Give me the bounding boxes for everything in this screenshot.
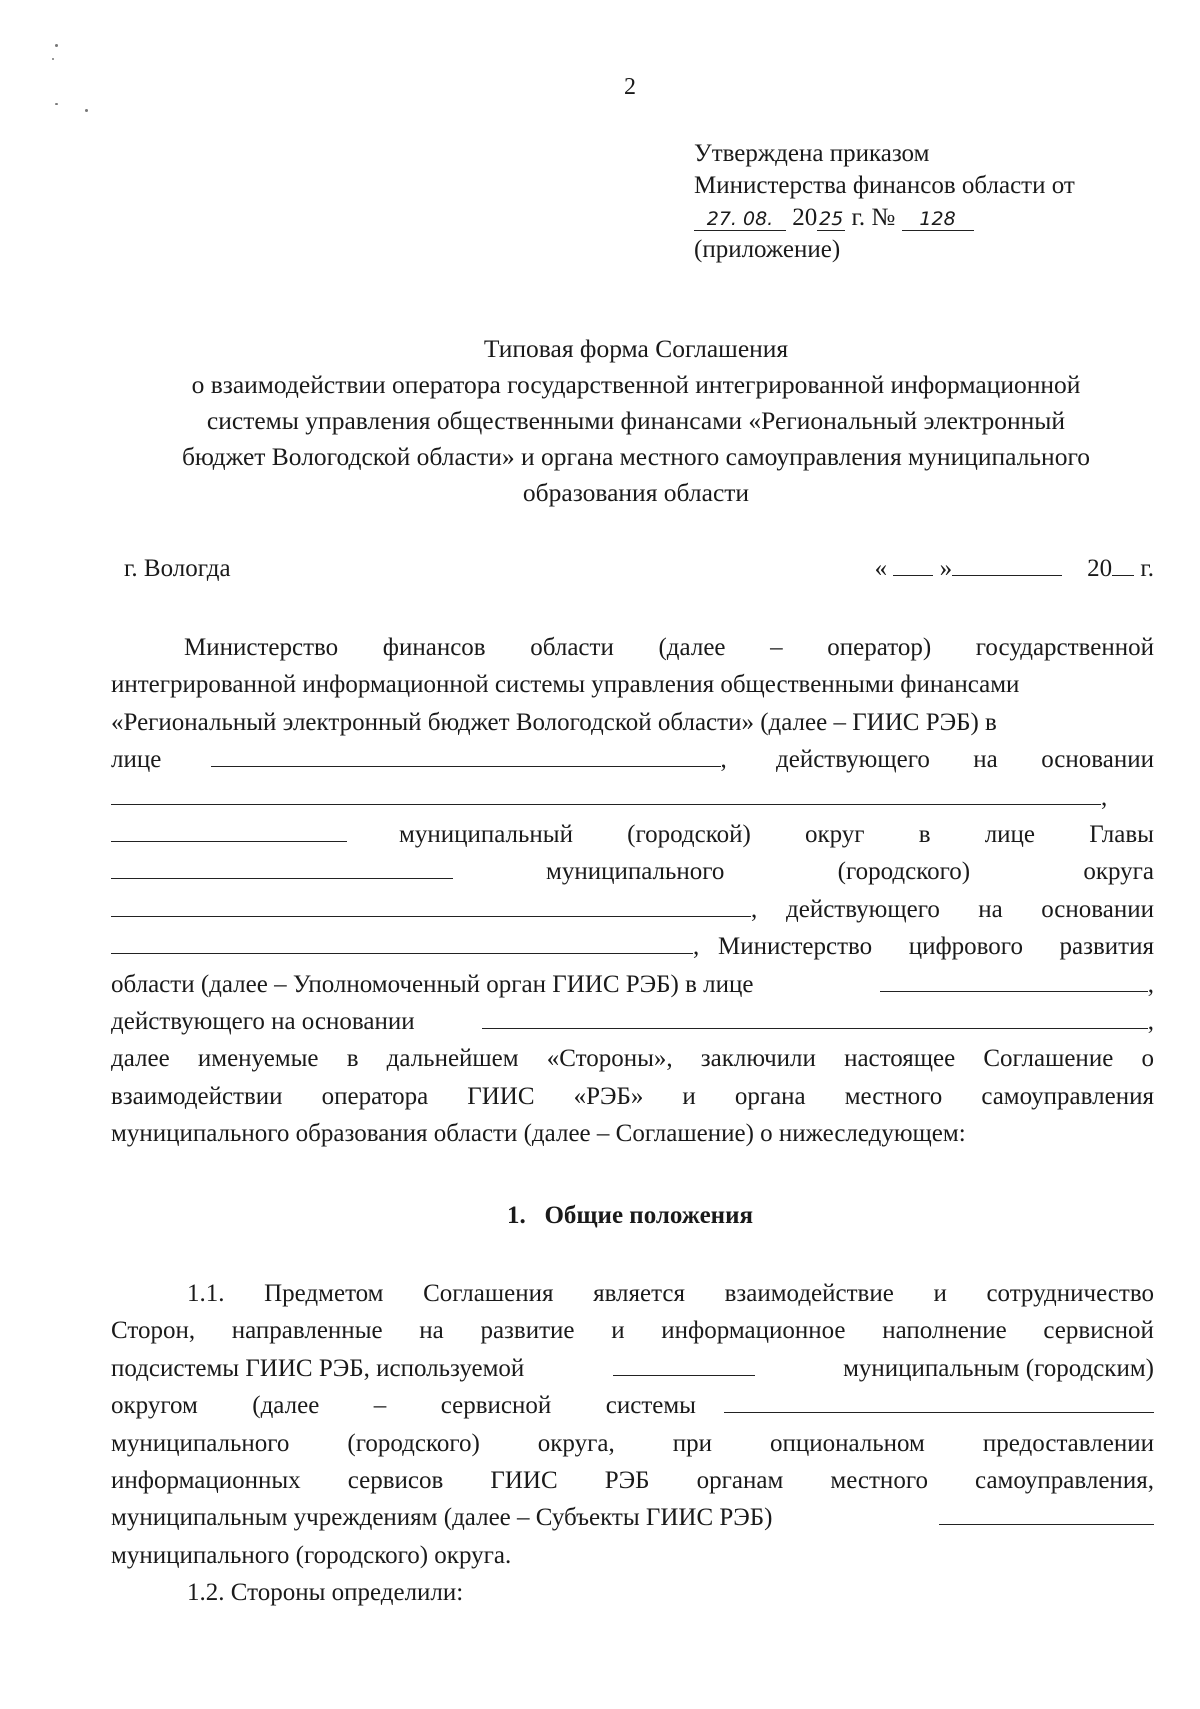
- word: округом: [111, 1392, 198, 1420]
- word: действующего: [786, 895, 940, 923]
- word: муниципального: [546, 858, 725, 886]
- title-line: системы управления общественными финансами «Региональный электронный: [206, 406, 1066, 435]
- word: заключили: [700, 1045, 816, 1073]
- preamble-line-4-words: [776, 741, 1154, 778]
- preamble-line-7: [111, 853, 1154, 890]
- word: местного: [830, 1466, 928, 1494]
- word: далее: [111, 1045, 170, 1073]
- word: «РЭБ»: [573, 1082, 644, 1110]
- preamble-line-2: интегрированной информационной системы управления общественными финансами: [111, 671, 1020, 699]
- document-title: [112, 331, 1160, 511]
- word: оператор): [827, 634, 932, 661]
- word: Министерство: [184, 634, 339, 661]
- clause-1-1-line-2: [111, 1312, 1154, 1349]
- head-name-blank: [111, 858, 453, 879]
- word: на: [419, 1317, 444, 1345]
- word: органа: [734, 1082, 806, 1110]
- word: при: [672, 1429, 712, 1457]
- head-basis-blank: [111, 933, 693, 954]
- preamble-line-7-words: [546, 853, 1154, 890]
- word: системы: [605, 1392, 696, 1420]
- year-blank: [1112, 555, 1134, 576]
- approval-line-4: (приложение): [694, 236, 841, 263]
- preamble-line-11: действующего на основании ,: [111, 1007, 1154, 1035]
- service-system-blank: [724, 1392, 1154, 1413]
- clause-1-1-line-5: [111, 1425, 1154, 1462]
- section-number: 1.: [506, 1202, 526, 1229]
- word: и: [682, 1082, 696, 1110]
- word: органам: [696, 1466, 784, 1494]
- preamble-line-6-words: [399, 816, 1154, 853]
- clause-1-1-line-4-words: [111, 1387, 696, 1424]
- word: РЭБ: [604, 1466, 650, 1494]
- word: оператора: [321, 1082, 429, 1110]
- word: Министерство: [718, 933, 873, 961]
- date-template: « » 20 г.: [874, 555, 1154, 582]
- approval-line-2: Министерства финансов области от: [694, 172, 1075, 199]
- word: основании: [1041, 746, 1154, 774]
- word: округ: [804, 820, 865, 848]
- preamble-line-1: [111, 629, 1154, 666]
- word: области: [530, 634, 614, 661]
- word: Соглашения: [423, 1280, 554, 1307]
- word: «Стороны»,: [546, 1045, 673, 1073]
- word: наполнение: [882, 1317, 1007, 1345]
- word: –: [373, 1392, 387, 1420]
- municipality-name-blank: [613, 1355, 755, 1376]
- word: взаимодействие: [724, 1280, 894, 1307]
- word: в: [346, 1045, 359, 1073]
- word: развитие: [480, 1317, 575, 1345]
- word: Главы: [1089, 820, 1154, 848]
- word: в: [918, 820, 931, 848]
- preamble-line-12: [111, 1040, 1154, 1077]
- word: настоящее: [844, 1045, 956, 1073]
- clause-1-1-line-7: муниципальным учреждениям (далее – Субъекты ГИИС РЭБ): [111, 1499, 1154, 1536]
- clause-1-1-line-6: [111, 1462, 1154, 1499]
- word: о: [1141, 1045, 1154, 1073]
- word: (городского): [347, 1429, 480, 1457]
- month-blank: [952, 555, 1062, 576]
- word: и: [611, 1317, 625, 1345]
- word: дальнейшем: [386, 1045, 519, 1073]
- word: (далее: [252, 1392, 320, 1420]
- approval-line-1: Утверждена приказом: [694, 140, 930, 167]
- title-line: о взаимодействии оператора государственной интегрированной информационной: [191, 370, 1081, 399]
- word: на: [978, 895, 1003, 923]
- approval-order-number: 128: [902, 208, 974, 231]
- word: и: [933, 1280, 947, 1307]
- representative-blank: [211, 746, 721, 767]
- word: Предметом: [264, 1280, 384, 1307]
- preamble-line-9: , Министерство цифрового развития: [111, 928, 1154, 965]
- word: предоставлении: [982, 1429, 1154, 1457]
- clause-1-1-line-4: [111, 1387, 1154, 1424]
- word: является: [593, 1280, 685, 1307]
- word: самоуправления: [981, 1082, 1154, 1110]
- word: информационных: [111, 1466, 301, 1494]
- title-line: Типовая форма Соглашения: [483, 334, 789, 363]
- place-of-signing: г. Вологда: [124, 555, 231, 582]
- clause-1-1: [111, 1275, 1154, 1612]
- word: взаимодействии: [111, 1082, 283, 1110]
- word: сервисной: [1043, 1317, 1154, 1345]
- preamble: [111, 629, 1154, 1152]
- day-blank: [893, 555, 933, 576]
- word: сервисов: [347, 1466, 444, 1494]
- word: направленные: [231, 1317, 383, 1345]
- approval-year-prefix: 20: [792, 204, 818, 231]
- word: местного: [844, 1082, 943, 1110]
- subjects-blank: [939, 1504, 1154, 1525]
- section-title: Общие положения: [544, 1202, 753, 1229]
- word: финансов: [382, 634, 486, 661]
- page-number: 2: [624, 74, 636, 100]
- word: –: [770, 634, 783, 661]
- word: сервисной: [440, 1392, 552, 1420]
- word: 1.1.: [187, 1280, 225, 1307]
- word: именуемые: [197, 1045, 319, 1073]
- preamble-line-14: муниципального образования области (далее – Соглашение) о нижеследующем:: [111, 1120, 966, 1148]
- word: муниципального: [111, 1429, 290, 1457]
- word: ГИИС: [467, 1082, 535, 1110]
- word: опциональном: [769, 1429, 925, 1457]
- approval-stamp: [694, 138, 1075, 266]
- word: сотрудничество: [986, 1280, 1154, 1307]
- preamble-line-8: , действующего на основании: [111, 891, 1154, 928]
- word: государственной: [975, 634, 1154, 661]
- word: (городского): [837, 858, 971, 886]
- word: на: [973, 746, 998, 774]
- preamble-line-5: ,: [111, 779, 1154, 816]
- authorized-rep-blank: [880, 971, 1148, 992]
- head-fullname-blank: [111, 896, 751, 917]
- word: основании: [1041, 895, 1154, 923]
- word: Соглашение: [983, 1045, 1114, 1073]
- word: развития: [1059, 933, 1154, 961]
- clause-1-1-line-1: [111, 1275, 1154, 1312]
- word: информационное: [661, 1317, 846, 1345]
- place-date-line: [124, 555, 1154, 583]
- word: муниципальный: [399, 820, 573, 848]
- preamble-line-3: «Региональный электронный бюджет Вологодской области» (далее – ГИИС РЭБ) в: [111, 708, 997, 736]
- clause-1-1-line-3: подсистемы ГИИС РЭБ, используемой муниципальным (городским): [111, 1354, 1154, 1382]
- approval-date: 27. 08.: [694, 208, 786, 231]
- approval-line-3: [694, 202, 1075, 234]
- approval-year-suffix: 25: [819, 208, 844, 230]
- preamble-line-6: [111, 816, 1154, 853]
- word: ГИИС: [490, 1466, 558, 1494]
- word: действующего: [776, 746, 930, 774]
- preamble-line-9-words: [718, 928, 1154, 965]
- preamble-line-4: лице , действующего на основании: [111, 741, 1154, 778]
- basis-blank: [111, 784, 1101, 805]
- word: цифрового: [908, 933, 1023, 961]
- word: округа,: [537, 1429, 615, 1457]
- clause-1-2: 1.2. Стороны определили:: [187, 1579, 464, 1607]
- municipality-blank: [111, 821, 347, 842]
- word: Сторон,: [111, 1317, 196, 1345]
- word: округа: [1083, 858, 1154, 886]
- word: (городской): [627, 820, 751, 848]
- word: самоуправления,: [975, 1466, 1154, 1494]
- preamble-line-13: [111, 1078, 1154, 1115]
- section-heading: [0, 1202, 1200, 1230]
- word: (далее: [658, 634, 726, 661]
- word: лице: [984, 820, 1036, 848]
- authorized-basis-blank: [482, 1008, 1148, 1029]
- title-line: образования области: [522, 478, 750, 507]
- approval-number-label: г. №: [851, 204, 896, 231]
- preamble-line-10: области (далее – Уполномоченный орган ГИИС РЭБ) в лице ,: [111, 970, 1154, 998]
- clause-1-1-line-8: муниципального (городского) округа.: [111, 1541, 512, 1569]
- title-line: бюджет Вологодской области» и органа местного самоуправления муниципального: [181, 442, 1091, 471]
- preamble-line-8-words: [786, 891, 1154, 928]
